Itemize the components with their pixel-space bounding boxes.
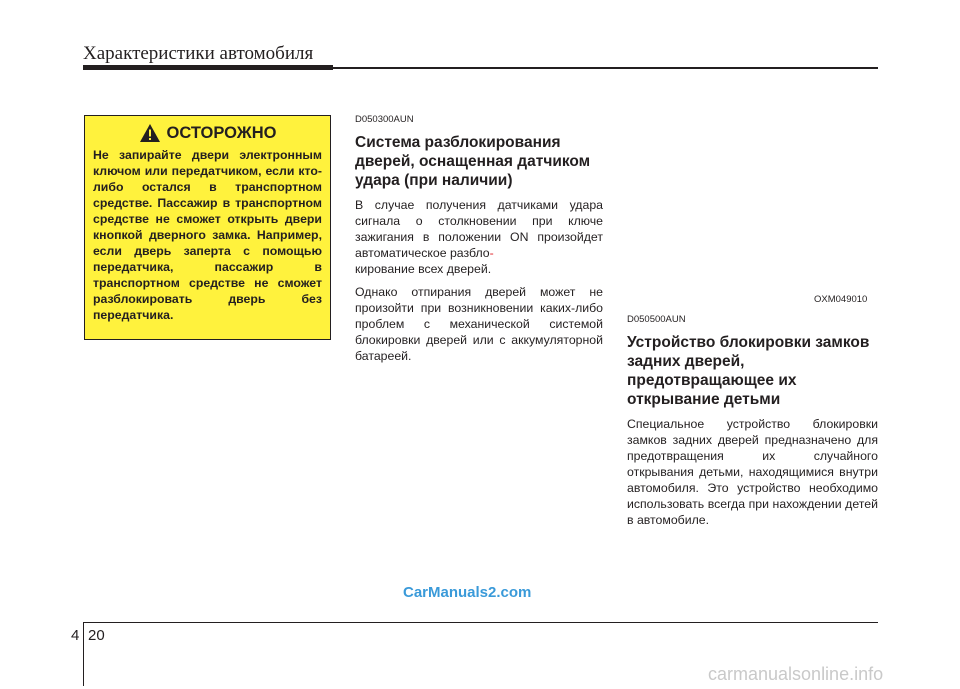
warning-box <box>84 115 331 340</box>
section-title: Система разблокирования дверей, оснащенная датчиком удара (при наличии) <box>355 134 591 189</box>
header-rule-thick <box>83 65 333 70</box>
section-paragraph: Специальное устройство блокировки замков задних дверей предназначено для предотвращения их случайного открывания детьми, находящимися внутри автомобиля. Это устройство необходимо использовать всегда при нахождении детей в автомобиле. <box>627 417 878 527</box>
image-code: OXM049010 <box>814 294 868 305</box>
hyphen-mark: - <box>489 246 494 260</box>
section-child-lock <box>627 314 878 528</box>
warning-heading <box>93 123 322 143</box>
site-watermark: carmanualsonline.info <box>708 664 884 684</box>
section-paragraph: Однако отпирания дверей может не произойти при возникновении каких-либо проблем с механической системой блокировки дверей или с аккумуляторной батареей. <box>355 285 603 363</box>
section-door-unlock <box>355 114 603 364</box>
paragraph-text: В случае получения датчиками удара сигнала о столкновении при ключе зажигания в положении ON произойдет автоматическое разбло <box>355 198 603 260</box>
paragraph-text-end: кирование всех дверей. <box>355 262 492 276</box>
warning-triangle-icon <box>139 123 161 143</box>
page-number: 20 <box>88 627 105 644</box>
chapter-number: 4 <box>71 627 80 644</box>
warning-text: Не запирайте двери электронным ключом или передатчиком, если кто-либо остался в транспортном средстве. Пассажир в транспортном средстве не сможет открыть двери кнопкой дверного замка. Например, если дверь заперта с помощью передатчика, пассажир в транспортном средстве не сможет разблокировать дверь без передатчика. <box>93 148 322 322</box>
header-title: Характеристики автомобиля <box>83 43 314 64</box>
section-paragraph <box>355 197 603 277</box>
section-title: Устройство блокировки замков задних дверей, предотвращающее их открывание детьми <box>627 334 870 408</box>
warning-title: ОСТОРОЖНО <box>166 123 277 142</box>
watermark-link[interactable]: CarManuals2.com <box>403 584 532 601</box>
footer-rule <box>83 622 878 623</box>
header-rule-thin <box>333 67 878 69</box>
section-code: D050300AUN <box>355 114 414 125</box>
section-code: D050500AUN <box>627 314 686 325</box>
footer-divider <box>83 622 84 686</box>
